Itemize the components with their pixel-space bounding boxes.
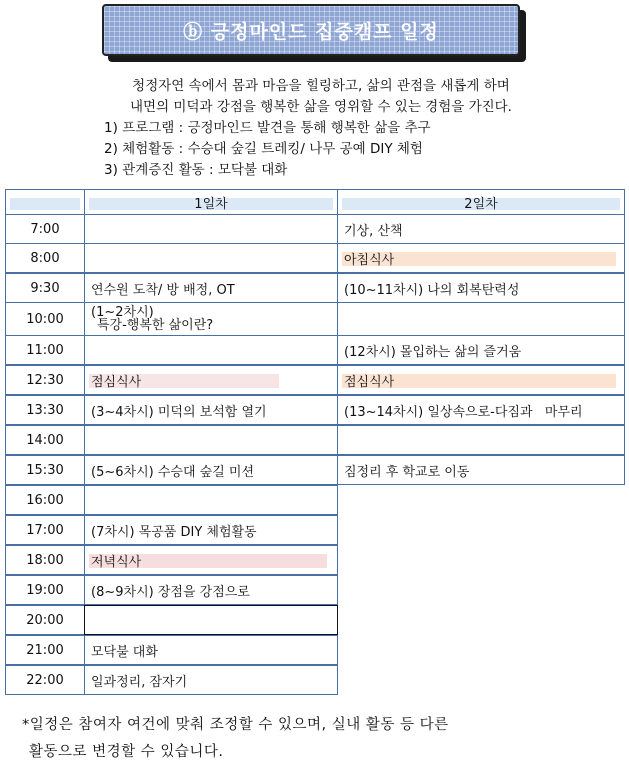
page-title: ⓑ 긍정마인드 집중캠프 일정	[183, 20, 439, 43]
time-cell: 10:00	[5, 302, 85, 336]
day2-cell	[337, 302, 625, 336]
day1-cell: 연수원 도착/ 방 배정, OT	[84, 273, 338, 303]
day1-cell: (8~9차시) 장점을 강점으로	[84, 575, 338, 605]
header-day2-cell	[337, 189, 625, 215]
day1-cell	[84, 485, 338, 515]
time-cell: 17:00	[5, 515, 85, 545]
time-cell: 13:30	[5, 395, 85, 425]
time-cell: 19:00	[5, 575, 85, 605]
time-cell: 9:30	[5, 273, 85, 303]
day2-cell: 기상, 산책	[337, 214, 625, 244]
day1-cell: (5~6차시) 수승대 숲길 미션	[84, 455, 338, 485]
time-cell: 14:00	[5, 425, 85, 455]
intro-line-1: 청정자연 속에서 몸과 마음을 힐링하고, 삶의 관점을 새롭게 하며	[132, 78, 510, 94]
time-cell: 11:00	[5, 335, 85, 365]
time-cell: 8:00	[5, 243, 85, 273]
day2-cell: 아침식사	[337, 243, 625, 273]
day1-cell	[84, 214, 338, 244]
header-time-cell	[5, 189, 85, 215]
time-cell: 21:00	[5, 635, 85, 665]
day1-cell: 저녁식사	[84, 545, 338, 575]
day2-cell: (12차시) 몰입하는 삶의 즐거움	[337, 335, 625, 365]
day1-cell: 점심식사	[84, 365, 338, 395]
intro-section	[86, 76, 556, 181]
footnote-line-1: *일정은 참여자 여건에 맞춰 조정할 수 있으며, 실내 활동 등 다른	[22, 717, 449, 733]
time-cell: 12:30	[5, 365, 85, 395]
footnote-line-2: 활동으로 변경할 수 있습니다.	[29, 744, 224, 760]
day1-cell: 일과정리, 잠자기	[84, 665, 338, 695]
day1-cell	[84, 335, 338, 365]
title-banner	[102, 4, 520, 56]
footnote	[22, 712, 449, 766]
day2-cell	[337, 425, 625, 455]
day2-cell: 짐정리 후 학교로 이동	[337, 455, 625, 485]
intro-item-1: 1) 프로그램 : 긍정마인드 발견을 통해 행복한 삶을 추구	[104, 120, 431, 136]
time-cell: 20:00	[5, 605, 85, 635]
header-day1: 1일차	[194, 196, 228, 212]
day1-cell: (3~4차시) 미덕의 보석함 열기	[84, 395, 338, 425]
day2-cell: 점심식사	[337, 365, 625, 395]
day1-cell	[84, 243, 338, 273]
day2-cell: (10~11차시) 나의 회복탄력성	[337, 273, 625, 303]
time-cell: 15:30	[5, 455, 85, 485]
day1-cell: 모닥불 대화	[84, 635, 338, 665]
day1-cell: (7차시) 목공품 DIY 체험활동	[84, 515, 338, 545]
time-cell: 18:00	[5, 545, 85, 575]
day2-cell: (13~14차시) 일상속으로-다짐과 마무리	[337, 395, 625, 425]
day1-cell	[84, 605, 338, 635]
intro-item-2: 2) 체험활동 : 수승대 숲길 트레킹/ 나무 공예 DIY 체험	[104, 141, 423, 157]
intro-item-3: 3) 관계증진 활동 : 모닥불 대화	[104, 162, 288, 178]
time-cell: 16:00	[5, 485, 85, 515]
intro-line-2: 내면의 미덕과 강점을 행복한 삶을 영위할 수 있는 경험을 가진다.	[130, 99, 512, 115]
day1-cell	[84, 425, 338, 455]
day1-cell: (1~2차시) 특강-행복한 삶이란?	[84, 302, 338, 336]
time-cell: 22:00	[5, 665, 85, 695]
time-cell: 7:00	[5, 214, 85, 244]
header-day2: 2일차	[464, 196, 498, 212]
header-day1-cell	[84, 189, 338, 215]
